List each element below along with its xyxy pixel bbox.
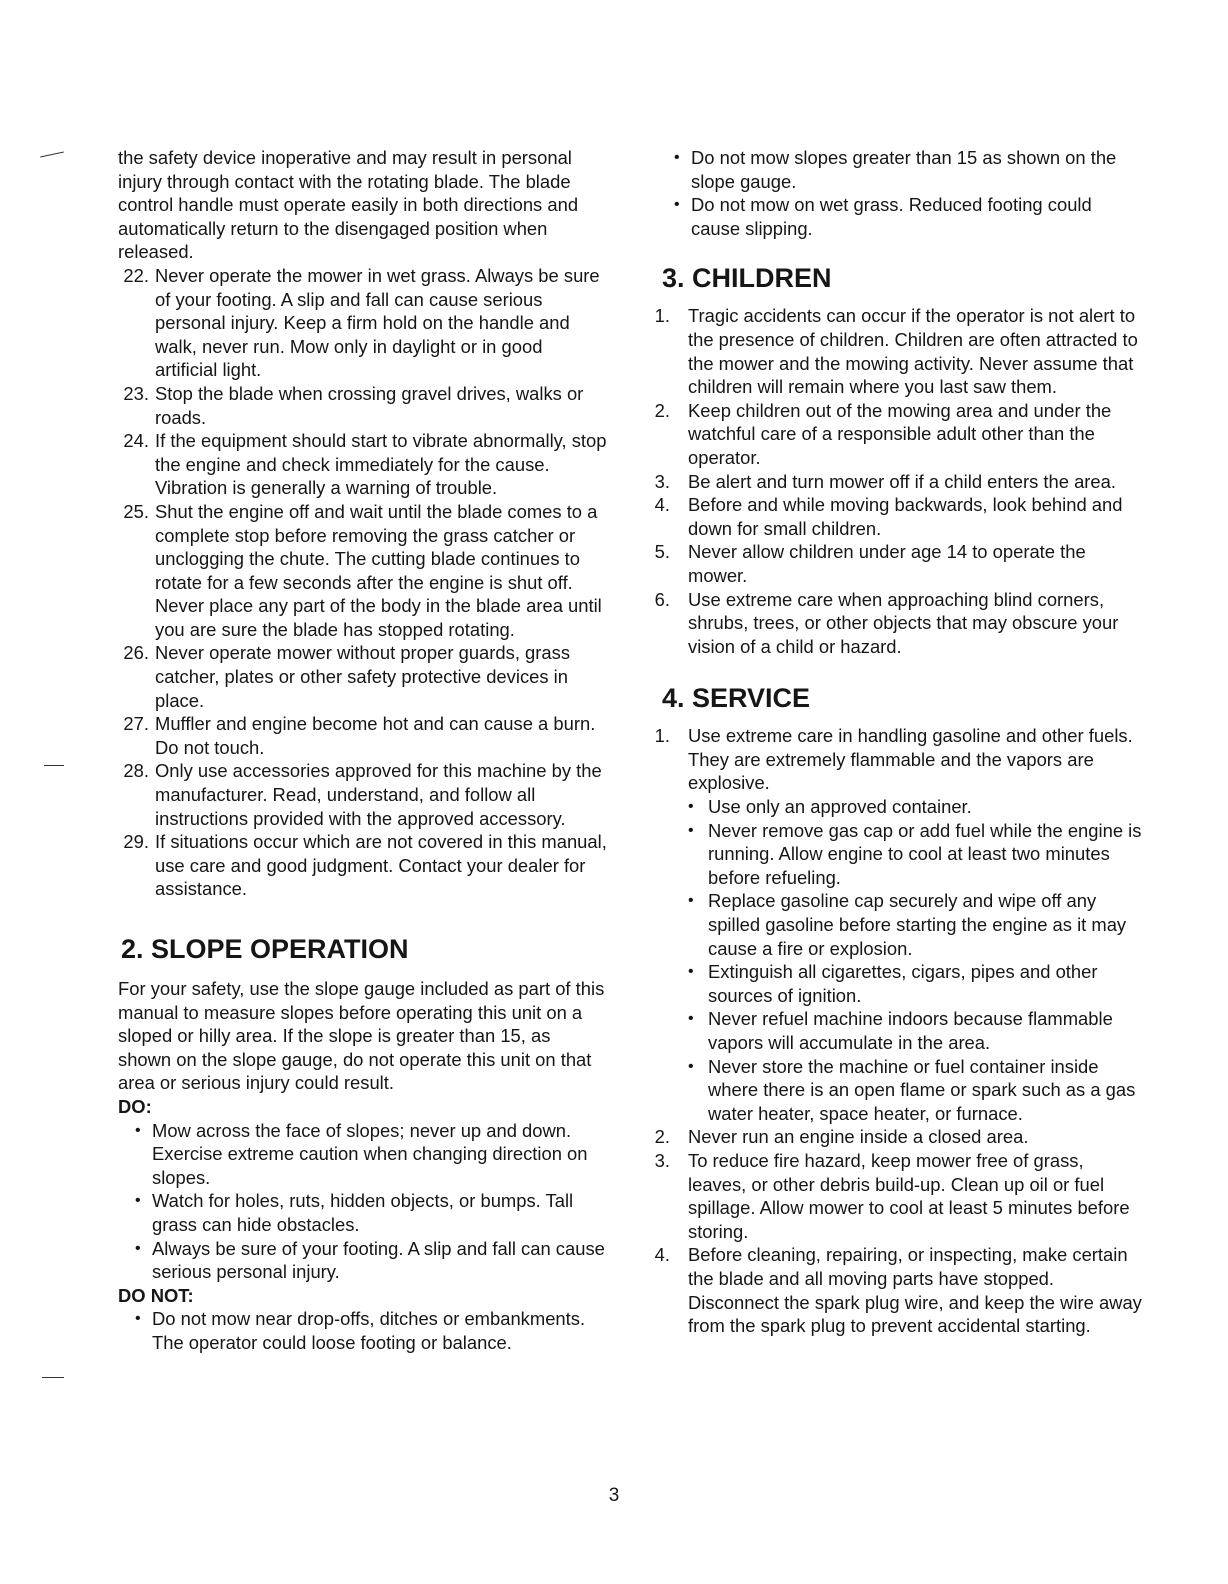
right-column [652, 146, 1144, 1338]
list-item: • Always be sure of your footing. A slip and fall can cause serious personal injury. [118, 1237, 608, 1284]
list-item: • Never refuel machine indoors because flammable vapors will accumulate in the area. [688, 1007, 1144, 1054]
list-item: 27. Muffler and engine become hot and can cause a burn. Do not touch. [123, 713, 596, 758]
do-not-label: DO NOT: [118, 1284, 194, 1306]
list-item: 28. Only use accessories approved for this machine by the manufacturer. Read, understand, and follow all instructions provided with the approved accessory. [123, 760, 602, 829]
list-item: 22. Never operate the mower in wet grass. Always be sure of your footing. A slip and fall can cause serious personal injury. Keep a firm hold on the handle and walk, never run. Mow only in daylight or in good artificial light. [123, 264, 600, 381]
list-item: • Replace gasoline cap securely and wipe off any spilled gasoline before starting the engine as it may cause a fire or explosion. [688, 889, 1144, 960]
page-number: 3 [608, 1485, 620, 1506]
list-item: • Use only an approved container. [688, 795, 1144, 819]
list-item: • Extinguish all cigarettes, cigars, pipes and other sources of ignition. [688, 960, 1144, 1007]
list-item: 3. To reduce fire hazard, keep mower free of grass, leaves, or other debris build-up. Clean up oil or fuel spillage. Allow mower to cool at least 5 minutes before storing. [654, 1149, 1130, 1242]
slope-intro: For your safety, use the slope gauge included as part of this manual to measure slopes before operating this unit on a sloped or hilly area. If the slope is greater than 15, as shown on the slope gauge, do not operate this unit on that area or serious injury could result. [118, 978, 605, 1094]
fuel-safety-list [688, 795, 1144, 1125]
service-list [652, 724, 1144, 1337]
service-heading: 4. SERVICE [662, 683, 811, 714]
list-item: 25. Shut the engine off and wait until the blade comes to a complete stop before removing the grass catcher or unclogging the chute. The cutting blade continues to rotate for a few seconds after the engine is shut off. Never place any part of the body in the blade area until you are sure the blade has stopped rotating. [123, 500, 602, 640]
do-label: DO: [118, 1095, 152, 1117]
list-item: 4. Before and while moving backwards, look behind and down for small children. [654, 494, 1123, 539]
safety-rules-list [118, 264, 608, 901]
do-list [118, 1119, 608, 1284]
scan-mark-top [40, 152, 64, 158]
list-item: • Never remove gas cap or add fuel while the engine is running. Allow engine to cool at least two minutes before refueling. [688, 819, 1144, 890]
list-item: • Do not mow near drop-offs, ditches or embankments. The operator could loose footing or balance. [118, 1307, 608, 1354]
scan-mark-bottom [42, 1377, 64, 1378]
list-item: • Watch for holes, ruts, hidden objects, or bumps. Tall grass can hide obstacles. [118, 1189, 608, 1236]
list-item: 1. Tragic accidents can occur if the operator is not alert to the presence of children. Children are often attracted to the mower and the mowing activity. Never assume that children will remain where you last saw them. [654, 305, 1138, 398]
children-list [652, 304, 1144, 658]
list-item: • Mow across the face of slopes; never up and down. Exercise extreme caution when changing direction on slopes. [118, 1119, 608, 1190]
list-item: 4. Before cleaning, repairing, or inspecting, make certain the blade and all moving parts have stopped. Disconnect the spark plug wire, and keep the wire away from the spark plug to prevent accidental starting. [654, 1244, 1142, 1337]
do-not-list-continued [652, 146, 1144, 240]
do-not-list [118, 1307, 608, 1354]
rule-21-continuation: the safety device inoperative and may result in personal injury through contact with the rotating blade. The blade control handle must operate easily in both directions and automatically return to the disengaged position when released. [118, 147, 579, 263]
list-item: 23. Stop the blade when crossing gravel drives, walks or roads. [123, 382, 584, 428]
list-item: • Do not mow slopes greater than 15 as shown on the slope gauge. [652, 146, 1144, 193]
list-item: 3. Be alert and turn mower off if a child enters the area. [654, 470, 1116, 492]
list-item: 5. Never allow children under age 14 to operate the mower. [654, 541, 1086, 586]
list-item: 24. If the equipment should start to vibrate abnormally, stop the engine and check immediately for the cause. Vibration is generally a warning of trouble. [123, 430, 607, 499]
list-item: 29. If situations occur which are not covered in this manual, use care and good judgment. Contact your dealer for assistance. [123, 831, 607, 900]
left-column [118, 146, 608, 1355]
scan-mark-middle [44, 765, 64, 766]
slope-operation-heading: 2. SLOPE OPERATION [121, 934, 409, 964]
list-item: 6. Use extreme care when approaching blind corners, shrubs, trees, or other objects that may obscure your vision of a child or hazard. [654, 588, 1119, 657]
list-item: 2. Keep children out of the mowing area and under the watchful care of a responsible adult other than the operator. [654, 399, 1112, 468]
list-item: • Do not mow on wet grass. Reduced footing could cause slipping. [652, 193, 1144, 240]
list-item: 2. Never run an engine inside a closed area. [654, 1126, 1029, 1148]
list-item: • Never store the machine or fuel container inside where there is an open flame or spark such as a gas water heater, space heater, or furnace. [688, 1055, 1144, 1126]
list-item: 26. Never operate mower without proper guards, grass catcher, plates or other safety protective devices in place. [123, 642, 571, 711]
list-item: 1. Use extreme care in handling gasoline and other fuels. They are extremely flammable and the vapors are explosive. • Use only an approved container. • Never remove gas cap or add fuel while the engine is running. Allow engine to cool at least two minutes before refueling. • Replace gasoline cap securely and wipe off any spilled gasoline before starting the engine as it may cause a fire or explosion. • Extinguish all cigarettes, cigars, pipes and other sources of ignition. • Never refuel machine indoors because flammable vapors will accumulate in the area. • Never store the machine or fuel container inside where there is an open flame or spark such as a gas water heater, space heater, or furnace. [652, 724, 1144, 1125]
children-heading: 3. CHILDREN [662, 263, 832, 294]
